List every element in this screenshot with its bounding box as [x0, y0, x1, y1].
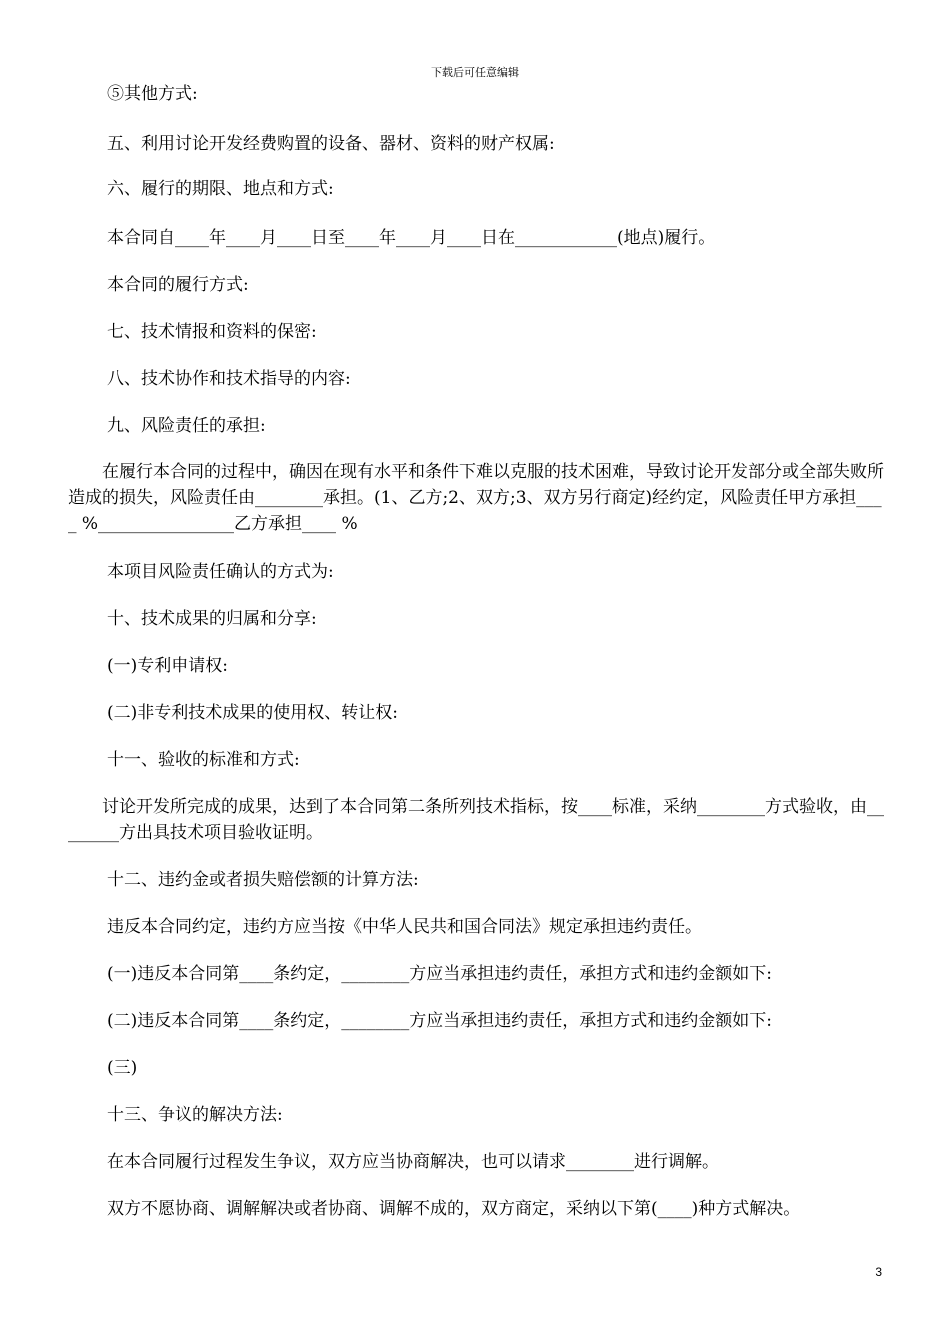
- section-9-heading: 九、风险责任的承担:: [107, 416, 266, 436]
- dispute-resolution-choice-line: 双方不愿协商、调解解决或者协商、调解不成的，双方商定，采纳以下第(____)种方式解决。: [107, 1199, 801, 1219]
- section-11-heading: 十一、验收的标准和方式:: [107, 750, 300, 770]
- dispute-mediation-line: 在本合同履行过程发生争议，双方应当协商解决，也可以请求________进行调解。: [107, 1152, 719, 1172]
- section-5-heading: 五、利用讨论开发经费购置的设备、器材、资料的财产权属:: [107, 134, 555, 154]
- breach-item-3-line: (三): [107, 1058, 138, 1078]
- patent-application-right-line: (一)专利申请权:: [107, 656, 228, 676]
- performance-period-line: 本合同自____年____月____日至____年____月____日在____________(地点)履行。: [107, 228, 716, 248]
- page-number: 3: [875, 1265, 882, 1279]
- section-8-heading: 八、技术协作和技术指导的内容:: [107, 369, 351, 389]
- clause-5-other-methods: ⑤其他方式:: [107, 84, 198, 104]
- section-6-heading: 六、履行的期限、地点和方式:: [107, 179, 334, 199]
- risk-confirmation-line: 本项目风险责任确认的方式为:: [107, 562, 334, 582]
- page-header-note: 下载后可任意编辑: [431, 66, 519, 79]
- risk-responsibility-paragraph: 在履行本合同的过程中，确因在现有水平和条件下难以克服的技术困难，导致讨论开发部分或全部失败所造成的损失，风险责任由________承担。(1、乙方;2、双方;3、双方另行商定)经约定，风险责任甲方承担____ %________________乙方承担____ %: [68, 462, 884, 534]
- breach-item-1-line: (一)违反本合同第____条约定，________方应当承担违约责任，承担方式和违约金额如下:: [107, 964, 772, 984]
- section-13-heading: 十三、争议的解决方法:: [107, 1105, 283, 1125]
- section-10-heading: 十、技术成果的归属和分享:: [107, 609, 317, 629]
- breach-liability-line: 违反本合同约定，违约方应当按《中华人民共和国合同法》规定承担违约责任。: [107, 917, 702, 937]
- acceptance-paragraph: 讨论开发所完成的成果，达到了本合同第二条所列技术指标，按____标准，采纳________方式验收，由________方出具技术项目验收证明。: [68, 797, 884, 843]
- section-7-heading: 七、技术情报和资料的保密:: [107, 322, 317, 342]
- section-12-heading: 十二、违约金或者损失赔偿额的计算方法:: [107, 870, 419, 890]
- non-patent-rights-line: (二)非专利技术成果的使用权、转让权:: [107, 703, 398, 723]
- breach-item-2-line: (二)违反本合同第____条约定，________方应当承担违约责任，承担方式和违约金额如下:: [107, 1011, 772, 1031]
- performance-method-line: 本合同的履行方式:: [107, 275, 249, 295]
